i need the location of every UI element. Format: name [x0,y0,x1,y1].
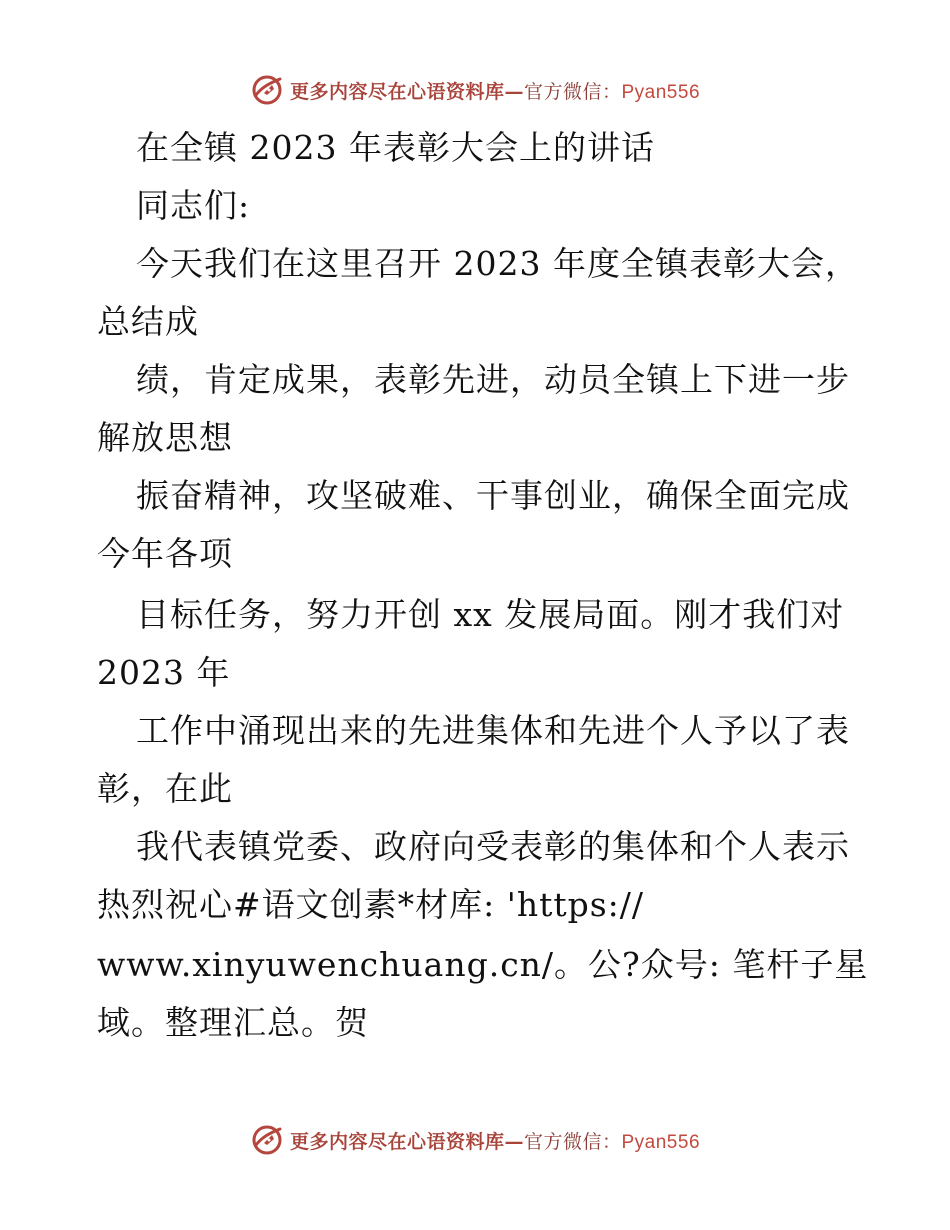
header-banner-text: 更多内容尽在心语资料库—官方微信：Pyan556 [289,80,701,103]
document-line: 彰，在此 [97,769,233,808]
document-line: 同志们: [136,186,251,225]
document-line: 今年各项 [97,534,233,573]
document-line: 我代表镇党委、政府向受表彰的集体和个人表示 [136,827,850,866]
document-line: 2023 年 [97,653,231,692]
document-line: www.xinyuwenchuang.cn/。公?众号: 笔杆子星 [97,945,869,984]
document-line: 总结成 [97,302,199,341]
document-line: 今天我们在这里召开 2023 年度全镇表彰大会， [136,244,859,283]
document-line: 目标任务，努力开创 xx 发展局面。刚才我们对 [136,595,845,634]
document-title: 在全镇 2023 年表彰大会上的讲话 [136,128,655,167]
footer-banner [0,1120,950,1160]
document-line: 解放思想 [97,418,233,457]
document-line: 绩，肯定成果，表彰先进，动员全镇上下进一步 [136,360,850,399]
footer-banner-text: 更多内容尽在心语资料库—官方微信：Pyan556 [289,1130,701,1153]
header-banner [0,70,950,110]
pen-nib-logo-icon [250,73,284,107]
document-line: 热烈祝心#语文创素*材库: 'https:// [97,885,645,924]
document-line: 域。整理汇总。贺 [97,1003,369,1042]
pen-nib-logo-icon [250,1123,284,1157]
document-line: 工作中涌现出来的先进集体和先进个人予以了表 [136,711,850,750]
document-line: 振奋精神，攻坚破难、干事创业，确保全面完成 [136,476,850,515]
